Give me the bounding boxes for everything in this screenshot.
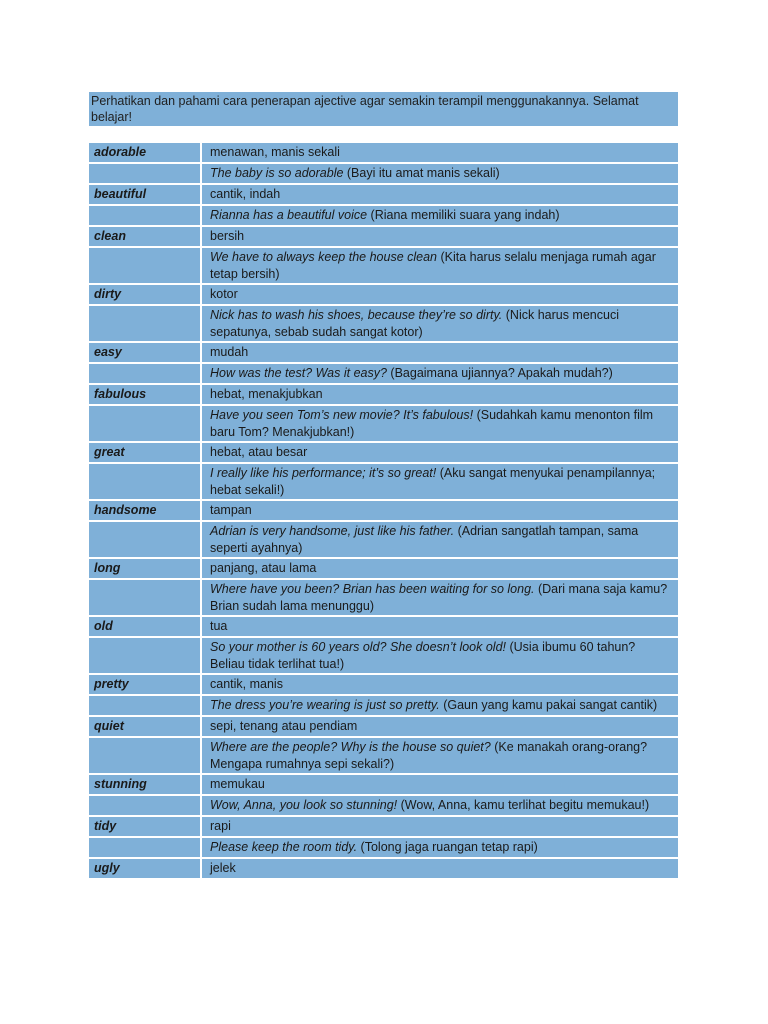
table-row <box>89 696 678 715</box>
adjective-meaning: bersih <box>210 229 245 243</box>
empty-cell <box>89 364 202 383</box>
example-english: Adrian is very handsome, just like his father. <box>210 524 455 538</box>
adjective-meaning: mudah <box>210 345 249 359</box>
table-row <box>89 406 678 441</box>
intro-text: Perhatikan dan pahami cara penerapan ajective agar semakin terampil menggunakannya. Selamat belajar! <box>89 92 678 126</box>
table-row <box>89 775 678 794</box>
empty-cell <box>89 164 202 183</box>
empty-cell <box>89 580 202 615</box>
empty-cell <box>89 638 202 673</box>
table-row <box>89 285 678 304</box>
example-english: Nick has to wash his shoes, because they’re so dirty. <box>210 308 503 322</box>
adjective-meaning: hebat, menakjubkan <box>210 387 323 401</box>
adjective-meaning: cantik, indah <box>210 187 281 201</box>
adjective-meaning: menawan, manis sekali <box>210 145 340 159</box>
table-row <box>89 501 678 520</box>
adjective-word: handsome <box>89 501 202 520</box>
example-translation: (Gaun yang kamu pakai sangat cantik) <box>439 698 658 712</box>
adjective-word: dirty <box>89 285 202 304</box>
table-row <box>89 443 678 462</box>
example-english: The dress you’re wearing is just so pretty. <box>210 698 440 712</box>
example-translation: (Aku sangat menyukai penampilannya; hebat sekali!) <box>210 466 656 497</box>
example-translation: (Usia ibumu 60 tahun? Beliau tidak terlihat tua!) <box>210 640 636 671</box>
adjective-table <box>89 143 678 880</box>
empty-cell <box>89 206 202 225</box>
table-row <box>89 248 678 283</box>
table-row <box>89 522 678 557</box>
example-sentence <box>202 464 678 499</box>
adjective-word: easy <box>89 343 202 362</box>
adjective-word: clean <box>89 227 202 246</box>
example-english: So your mother is 60 years old? She doesn’t look old! <box>210 640 507 654</box>
example-english: Have you seen Tom’s new movie? It’s fabulous! <box>210 408 474 422</box>
table-row <box>89 385 678 404</box>
example-translation: (Nick harus mencuci sepatunya, sebab sudah sangat kotor) <box>210 308 619 339</box>
example-sentence <box>202 522 678 557</box>
table-row <box>89 738 678 773</box>
table-row <box>89 464 678 499</box>
example-sentence <box>202 580 678 615</box>
adjective-word: long <box>89 559 202 578</box>
adjective-word: ugly <box>89 859 202 878</box>
example-english: Please keep the room tidy. <box>210 840 358 854</box>
adjective-word: quiet <box>89 717 202 736</box>
empty-cell <box>89 738 202 773</box>
table-row <box>89 838 678 857</box>
empty-cell <box>89 796 202 815</box>
example-translation: (Adrian sangatlah tampan, sama seperti ayahnya) <box>210 524 639 555</box>
adjective-meaning: memukau <box>210 777 265 791</box>
adjective-meaning: hebat, atau besar <box>210 445 308 459</box>
example-sentence <box>202 638 678 673</box>
example-sentence <box>202 164 678 183</box>
table-row <box>89 638 678 673</box>
adjective-word: tidy <box>89 817 202 836</box>
example-english: We have to always keep the house clean <box>210 250 437 264</box>
empty-cell <box>89 406 202 441</box>
example-sentence <box>202 838 678 857</box>
example-translation: (Kita harus selalu menjaga rumah agar tetap bersih) <box>210 250 656 281</box>
table-row <box>89 143 678 162</box>
example-english: I really like his performance; it’s so great! <box>210 466 437 480</box>
example-translation: (Sudahkah kamu menonton film baru Tom? Menakjubkan!) <box>210 408 654 439</box>
example-translation: (Tolong jaga ruangan tetap rapi) <box>357 840 538 854</box>
adjective-meaning: kotor <box>210 287 238 301</box>
example-sentence <box>202 248 678 283</box>
table-row <box>89 306 678 341</box>
example-sentence <box>202 406 678 441</box>
table-row <box>89 343 678 362</box>
empty-cell <box>89 838 202 857</box>
adjective-word: adorable <box>89 143 202 162</box>
example-sentence <box>202 306 678 341</box>
adjective-word: stunning <box>89 775 202 794</box>
example-sentence <box>202 206 678 225</box>
example-english: Where have you been? Brian has been waiting for so long. <box>210 582 535 596</box>
example-translation: (Ke manakah orang-orang? Mengapa rumahnya sepi sekali?) <box>210 740 648 771</box>
adjective-meaning: tua <box>210 619 228 633</box>
table-row <box>89 675 678 694</box>
example-translation: (Dari mana saja kamu? Brian sudah lama menunggu) <box>210 582 668 613</box>
table-row <box>89 817 678 836</box>
example-english: Rianna has a beautiful voice <box>210 208 368 222</box>
example-sentence <box>202 696 678 715</box>
table-row <box>89 859 678 878</box>
example-translation: (Wow, Anna, kamu terlihat begitu memukau!) <box>397 798 650 812</box>
empty-cell <box>89 248 202 283</box>
adjective-word: beautiful <box>89 185 202 204</box>
example-english: The baby is so adorable <box>210 166 344 180</box>
empty-cell <box>89 464 202 499</box>
adjective-word: old <box>89 617 202 636</box>
adjective-meaning: sepi, tenang atau pendiam <box>210 719 358 733</box>
empty-cell <box>89 522 202 557</box>
example-english: How was the test? Was it easy? <box>210 366 387 380</box>
empty-cell <box>89 306 202 341</box>
example-translation: (Bagaimana ujiannya? Apakah mudah?) <box>386 366 613 380</box>
table-row <box>89 559 678 578</box>
table-row <box>89 717 678 736</box>
adjective-word: pretty <box>89 675 202 694</box>
adjective-word: great <box>89 443 202 462</box>
adjective-meaning: jelek <box>210 861 236 875</box>
table-row <box>89 206 678 225</box>
table-row <box>89 617 678 636</box>
table-row <box>89 164 678 183</box>
example-english: Where are the people? Why is the house so quiet? <box>210 740 491 754</box>
example-sentence <box>202 796 678 815</box>
example-sentence <box>202 364 678 383</box>
table-row <box>89 796 678 815</box>
table-row <box>89 227 678 246</box>
example-sentence <box>202 738 678 773</box>
adjective-meaning: rapi <box>210 819 231 833</box>
example-english: Wow, Anna, you look so stunning! <box>210 798 398 812</box>
table-row <box>89 364 678 383</box>
adjective-meaning: panjang, atau lama <box>210 561 317 575</box>
adjective-word: fabulous <box>89 385 202 404</box>
table-row <box>89 580 678 615</box>
example-translation: (Bayi itu amat manis sekali) <box>343 166 500 180</box>
adjective-meaning: cantik, manis <box>210 677 283 691</box>
adjective-meaning: tampan <box>210 503 252 517</box>
empty-cell <box>89 696 202 715</box>
example-translation: (Riana memiliki suara yang indah) <box>367 208 560 222</box>
table-row <box>89 185 678 204</box>
